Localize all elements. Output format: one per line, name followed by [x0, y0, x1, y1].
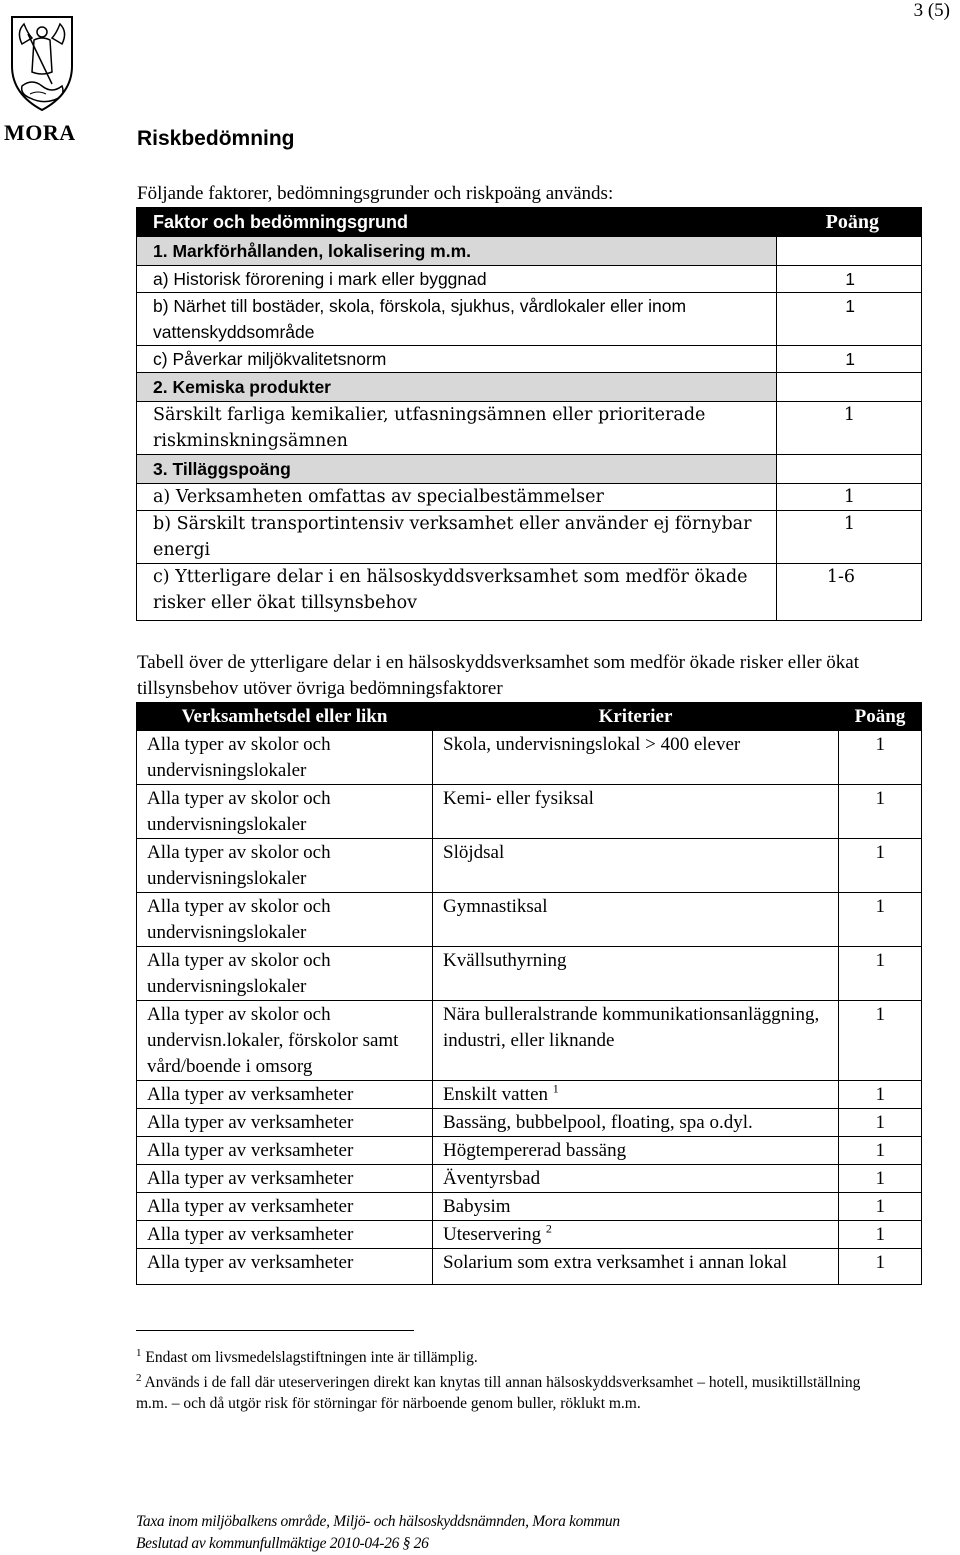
- criteria-text: Äventyrsbad: [443, 1168, 541, 1189]
- municipality-logo: [4, 14, 80, 146]
- header-criteria: Kriterier: [433, 703, 839, 731]
- criterion-text: Särskilt farliga kemikalier, utfasningsämnen eller prioriterade riskminskningsämnen: [137, 402, 777, 455]
- table-row: [137, 511, 922, 564]
- points-cell: 1: [839, 1193, 922, 1221]
- criterion-points: 1: [777, 293, 922, 346]
- criterion-points: 1: [777, 266, 922, 293]
- footnote-divider: [136, 1330, 414, 1331]
- section-row: [137, 373, 922, 402]
- points-cell: 1: [839, 839, 922, 893]
- table-row: [137, 893, 922, 947]
- intro-text: Följande faktorer, bedömningsgrunder och riskpoäng används:: [137, 183, 614, 204]
- part-cell: Alla typer av verksamheter: [137, 1193, 433, 1221]
- criterion-points: 1-6: [777, 564, 922, 621]
- header-points: Poäng: [777, 208, 922, 237]
- table-row: [137, 1193, 922, 1221]
- points-cell: 1: [839, 1109, 922, 1137]
- criteria-cell: [433, 1249, 839, 1285]
- section-title: 1. Markförhållanden, lokalisering m.m.: [137, 237, 777, 266]
- table-row: [137, 1221, 922, 1249]
- points-cell: 1: [839, 785, 922, 839]
- page-title: Riskbedömning: [137, 127, 295, 150]
- part-cell: Alla typer av skolor och undervisningslokaler: [137, 731, 433, 785]
- part-cell: Alla typer av verksamheter: [137, 1081, 433, 1109]
- part-cell: Alla typer av verksamheter: [137, 1137, 433, 1165]
- table-row: [137, 293, 922, 346]
- criterion-text: b) Närhet till bostäder, skola, förskola, sjukhus, vårdlokaler eller inom vattenskyddsområde: [137, 293, 777, 346]
- table-row: [137, 947, 922, 1001]
- table-row: [137, 484, 922, 511]
- criteria-text: Kvällsuthyrning: [443, 950, 567, 971]
- criterion-points: 1: [777, 511, 922, 564]
- factor-table: [136, 207, 922, 621]
- footnotes: [136, 1343, 896, 1414]
- points-cell: 1: [839, 1249, 922, 1285]
- table-row: [137, 839, 922, 893]
- header-points: Poäng: [839, 703, 922, 731]
- footnote-text: Används i de fall där uteserveringen direkt kan knytas till annan hälsoskyddsverksamhet – hotell, musiktillställning m.m. – och då utgör risk för störningar för närboende genom buller, röklukt m.m.: [136, 1374, 861, 1413]
- header-part: Verksamhetsdel eller likn: [137, 703, 433, 731]
- table-row: [137, 266, 922, 293]
- points-cell: 1: [839, 893, 922, 947]
- part-cell: Alla typer av skolor och undervisningslokaler: [137, 785, 433, 839]
- section-blank-cell: [777, 237, 922, 266]
- part-cell: Alla typer av skolor och undervisningslokaler: [137, 839, 433, 893]
- table-caption: Tabell över de ytterligare delar i en hälsoskyddsverksamhet som medför ökade risker eller ökat tillsynsbehov utöver övriga bedömningsfaktorer: [137, 652, 859, 699]
- criteria-text: Slöjdsal: [443, 842, 505, 863]
- footnote-mark: 2: [136, 1372, 142, 1385]
- table-row: [137, 1137, 922, 1165]
- table-row: [137, 1001, 922, 1081]
- criteria-cell: [433, 1001, 839, 1081]
- points-cell: 1: [839, 1137, 922, 1165]
- logo-text: MORA: [4, 120, 76, 145]
- footnote-text: Endast om livsmedelslagstiftningen inte är tillämplig.: [141, 1349, 478, 1367]
- criteria-text: Högtempererad bassäng: [443, 1140, 627, 1161]
- criteria-cell: [433, 1137, 839, 1165]
- part-cell: Alla typer av skolor och undervisn.lokaler, förskolor samt vård/boende i omsorg: [137, 1001, 433, 1081]
- points-cell: 1: [839, 1081, 922, 1109]
- points-cell: 1: [839, 1165, 922, 1193]
- criteria-text: Uteservering: [443, 1224, 542, 1245]
- page-footer: [136, 1511, 620, 1555]
- table-row: [137, 1249, 922, 1285]
- criteria-cell: [433, 1221, 839, 1249]
- criterion-points: 1: [777, 402, 922, 455]
- part-cell: Alla typer av verksamheter: [137, 1249, 433, 1285]
- footnote-mark: 1: [136, 1347, 142, 1359]
- table-row: [137, 402, 922, 455]
- criterion-text: c) Ytterligare delar i en hälsoskyddsverksamhet som medför ökade risker eller ökat tillsynsbehov: [137, 564, 777, 621]
- criteria-text: Enskilt vatten: [443, 1084, 549, 1105]
- footnote: [136, 1343, 896, 1368]
- criterion-text: b) Särskilt transportintensiv verksamhet eller använder ej förnybar energi: [137, 511, 777, 564]
- footnote-reference: 2: [545, 1221, 552, 1236]
- section-row: [137, 455, 922, 484]
- part-cell: Alla typer av skolor och undervisningslokaler: [137, 893, 433, 947]
- criteria-text: Gymnastiksal: [443, 896, 548, 917]
- part-cell: Alla typer av verksamheter: [137, 1109, 433, 1137]
- criteria-cell: [433, 893, 839, 947]
- points-cell: 1: [839, 947, 922, 1001]
- extra-risk-table-header: [137, 703, 922, 731]
- footer-line-1: Taxa inom miljöbalkens område, Miljö- och hälsoskyddsnämnden, Mora kommun: [136, 1513, 620, 1530]
- header-factor: Faktor och bedömningsgrund: [137, 208, 777, 237]
- table-row: [137, 1081, 922, 1109]
- criteria-cell: [433, 839, 839, 893]
- criterion-text: a) Verksamheten omfattas av specialbestämmelser: [137, 484, 777, 511]
- table-row: [137, 731, 922, 785]
- criteria-cell: [433, 1193, 839, 1221]
- table-row: [137, 346, 922, 373]
- table-row: [137, 1109, 922, 1137]
- section-title: 3. Tilläggspoäng: [137, 455, 777, 484]
- criteria-cell: [433, 1109, 839, 1137]
- table-row: [137, 1165, 922, 1193]
- criteria-text: Babysim: [443, 1196, 511, 1217]
- section-row: [137, 237, 922, 266]
- page-number: 3 (5): [913, 0, 950, 21]
- section-blank-cell: [777, 455, 922, 484]
- part-cell: Alla typer av verksamheter: [137, 1165, 433, 1193]
- criteria-text: Bassäng, bubbelpool, floating, spa o.dyl.: [443, 1112, 753, 1133]
- criterion-points: 1: [777, 346, 922, 373]
- table-row: [137, 564, 922, 621]
- part-cell: Alla typer av verksamheter: [137, 1221, 433, 1249]
- extra-risk-table: [136, 702, 922, 1285]
- points-cell: 1: [839, 1001, 922, 1081]
- criteria-cell: [433, 785, 839, 839]
- part-cell: Alla typer av skolor och undervisningslokaler: [137, 947, 433, 1001]
- criteria-cell: [433, 1165, 839, 1193]
- table-row: [137, 785, 922, 839]
- criterion-points: 1: [777, 484, 922, 511]
- criterion-text: c) Påverkar miljökvalitetsnorm: [137, 346, 777, 373]
- points-cell: 1: [839, 731, 922, 785]
- footnote: [136, 1368, 896, 1414]
- criteria-text: Nära bulleralstrande kommunikationsanläggning, industri, eller liknande: [443, 1004, 820, 1051]
- criterion-text: a) Historisk förorening i mark eller byggnad: [137, 266, 777, 293]
- criteria-text: Kemi- eller fysiksal: [443, 788, 594, 809]
- criteria-text: Skola, undervisningslokal > 400 elever: [443, 734, 741, 755]
- criteria-cell: [433, 1081, 839, 1109]
- coat-of-arms-icon: [8, 14, 76, 114]
- points-cell: 1: [839, 1221, 922, 1249]
- section-blank-cell: [777, 373, 922, 402]
- section-title: 2. Kemiska produkter: [137, 373, 777, 402]
- criteria-cell: [433, 731, 839, 785]
- criteria-text: Solarium som extra verksamhet i annan lokal: [443, 1252, 788, 1273]
- footer-line-2: Beslutad av kommunfullmäktige 2010-04-26 § 26: [136, 1535, 429, 1552]
- factor-table-header: [137, 208, 922, 237]
- criteria-cell: [433, 947, 839, 1001]
- footnote-reference: 1: [552, 1081, 559, 1096]
